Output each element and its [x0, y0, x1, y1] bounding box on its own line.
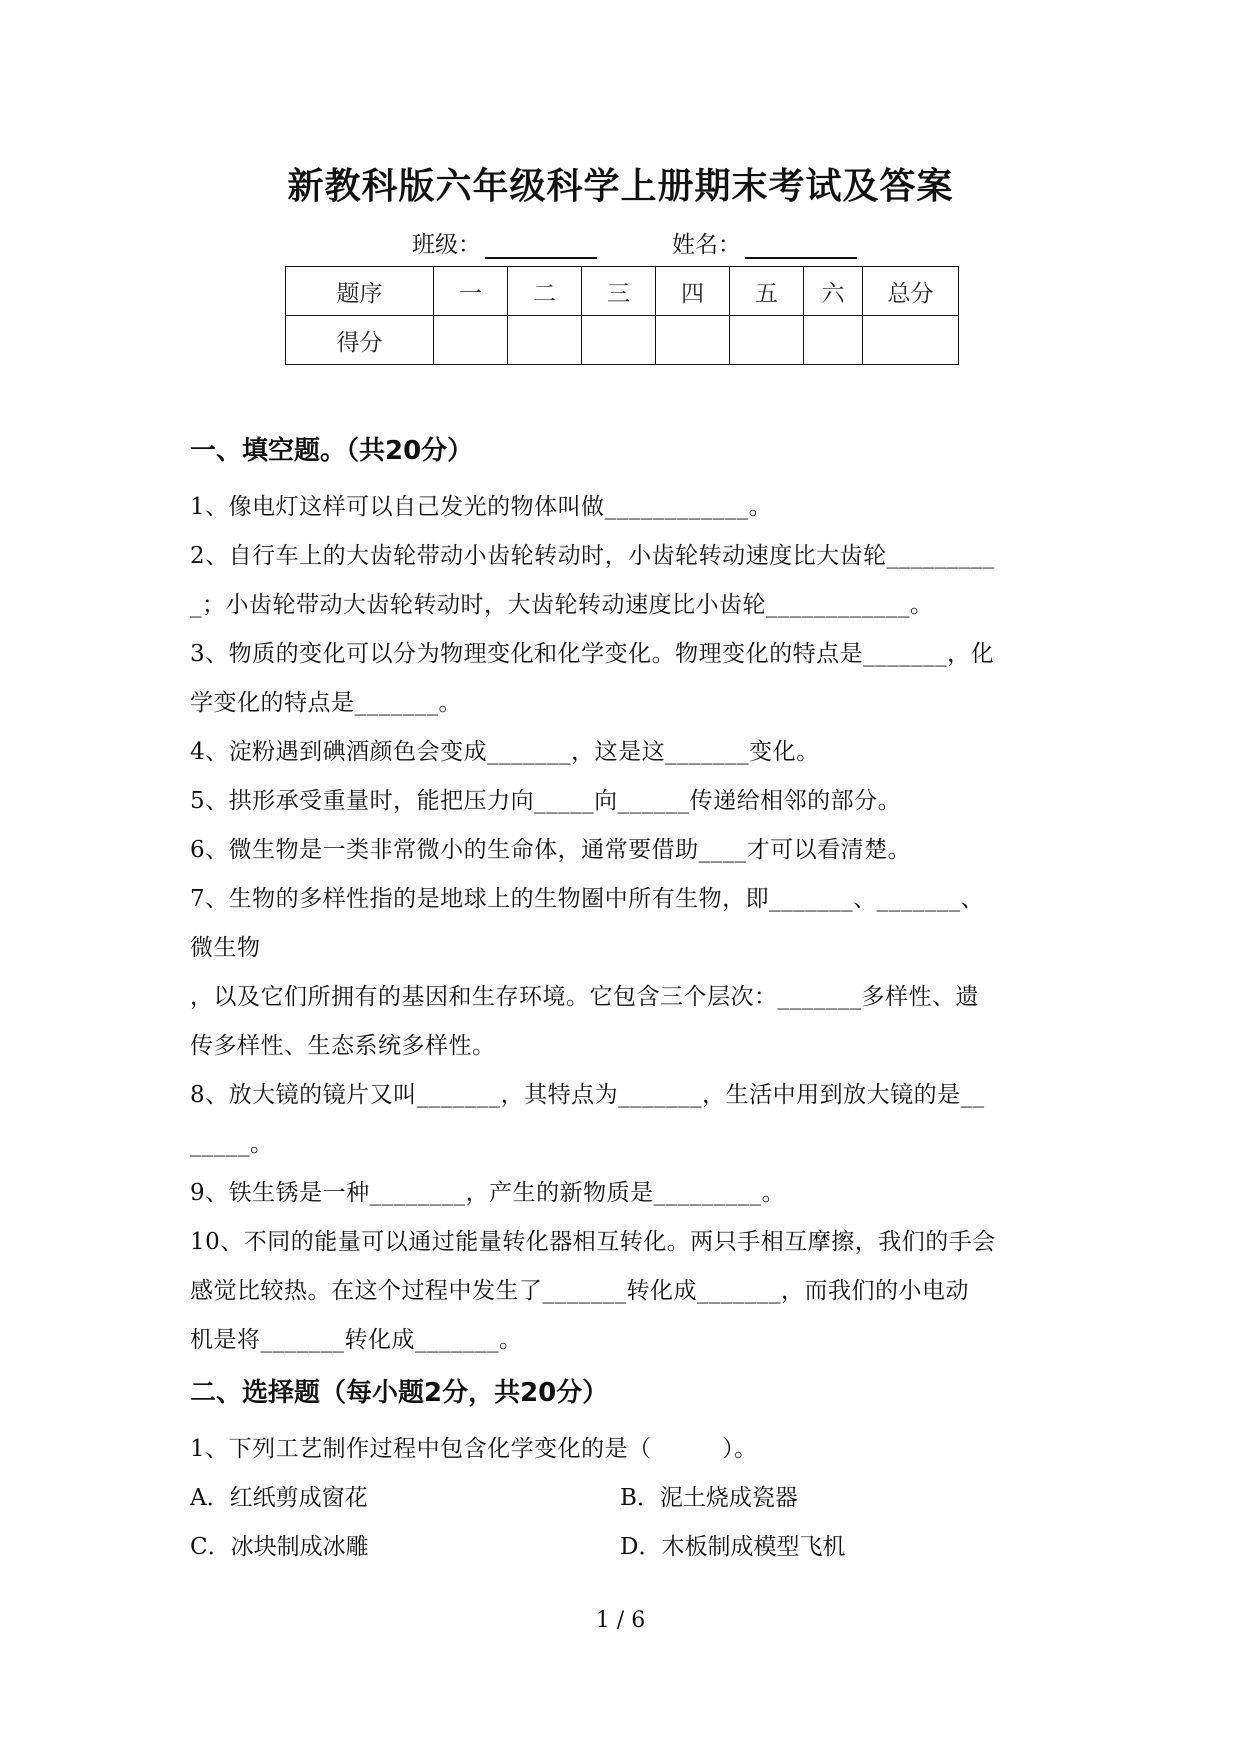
question-line: ，以及它们所拥有的基因和生存环境。它包含三个层次：_______多样性、遗 — [190, 984, 979, 1010]
class-blank[interactable] — [485, 231, 597, 259]
score-cell[interactable] — [656, 316, 730, 365]
question-line: 8、放大镜的镜片又叫_______，其特点为_______，生活中用到放大镜的是__ — [190, 1082, 985, 1108]
score-header-cell: 四 — [656, 267, 730, 316]
name-label: 姓名： — [672, 232, 741, 258]
question-line: 3、物质的变化可以分为物理变化和化学变化。物理变化的特点是_______，化 — [190, 641, 995, 667]
score-cell[interactable] — [582, 316, 656, 365]
score-header-cell: 二 — [508, 267, 582, 316]
question-line: 传多样性、生态系统多样性。 — [190, 1033, 496, 1059]
question-line: _；小齿轮带动大齿轮转动时，大齿轮转动速度比小齿轮____________。 — [190, 592, 934, 618]
score-header-cell: 六 — [804, 267, 863, 316]
score-cell[interactable] — [804, 316, 863, 365]
score-cell[interactable] — [863, 316, 959, 365]
option-d[interactable]: D．木板制成模型飞机 — [620, 1534, 846, 1560]
score-cell[interactable] — [508, 316, 582, 365]
option-c[interactable]: C．冰块制成冰雕 — [190, 1534, 369, 1560]
option-b[interactable]: B．泥土烧成瓷器 — [620, 1485, 798, 1511]
question-line: 感觉比较热。在这个过程中发生了_______转化成_______，而我们的小电动 — [190, 1278, 969, 1304]
score-table-header-row — [286, 267, 959, 316]
score-table — [285, 266, 959, 365]
score-cell[interactable] — [434, 316, 508, 365]
score-header-cell: 一 — [434, 267, 508, 316]
page-number: 1 / 6 — [595, 1608, 646, 1633]
question-line: 6、微生物是一类非常微小的生命体，通常要借助____才可以看清楚。 — [190, 837, 912, 863]
question-line: 学变化的特点是_______。 — [190, 690, 462, 716]
choice-question: 1、下列工艺制作过程中包含化学变化的是（ ）。 — [190, 1436, 758, 1462]
question-line: 2、自行车上的大齿轮带动小齿轮转动时，小齿轮转动速度比大齿轮_________ — [190, 543, 995, 569]
question-line: 9、铁生锈是一种________，产生的新物质是_________。 — [190, 1180, 786, 1206]
class-field — [412, 226, 597, 259]
question-line: 7、生物的多样性指的是地球上的生物圈中所有生物，即_______、_______、 — [190, 886, 985, 912]
question-line: 4、淀粉遇到碘酒颜色会变成_______，这是这_______变化。 — [190, 739, 820, 765]
score-table-score-row — [286, 316, 959, 365]
score-header-cell: 总分 — [863, 267, 959, 316]
class-label: 班级： — [412, 232, 481, 258]
option-a[interactable]: A．红纸剪成窗花 — [190, 1485, 368, 1511]
score-header-cell: 五 — [730, 267, 804, 316]
question-line: _____。 — [190, 1131, 274, 1157]
score-row-label: 得分 — [286, 316, 434, 365]
page-title: 新教科版六年级科学上册期末考试及答案 — [287, 166, 954, 207]
question-line: 5、拱形承受重量时，能把压力向_____向______传递给相邻的部分。 — [190, 788, 902, 814]
score-header-cell: 题序 — [286, 267, 434, 316]
question-line: 10、不同的能量可以通过能量转化器相互转化。两只手相互摩擦，我们的手会 — [190, 1229, 996, 1255]
score-header-cell: 三 — [582, 267, 656, 316]
name-field — [672, 226, 857, 259]
question-line: 1、像电灯这样可以自己发光的物体叫做____________。 — [190, 494, 773, 520]
score-cell[interactable] — [730, 316, 804, 365]
question-line: 微生物 — [190, 935, 261, 961]
section2-heading: 二、选择题（每小题2分，共20分） — [190, 1378, 609, 1408]
question-line: 机是将_______转化成_______。 — [190, 1327, 523, 1353]
section1-heading: 一、填空题。（共20分） — [190, 436, 474, 466]
name-blank[interactable] — [745, 231, 857, 259]
